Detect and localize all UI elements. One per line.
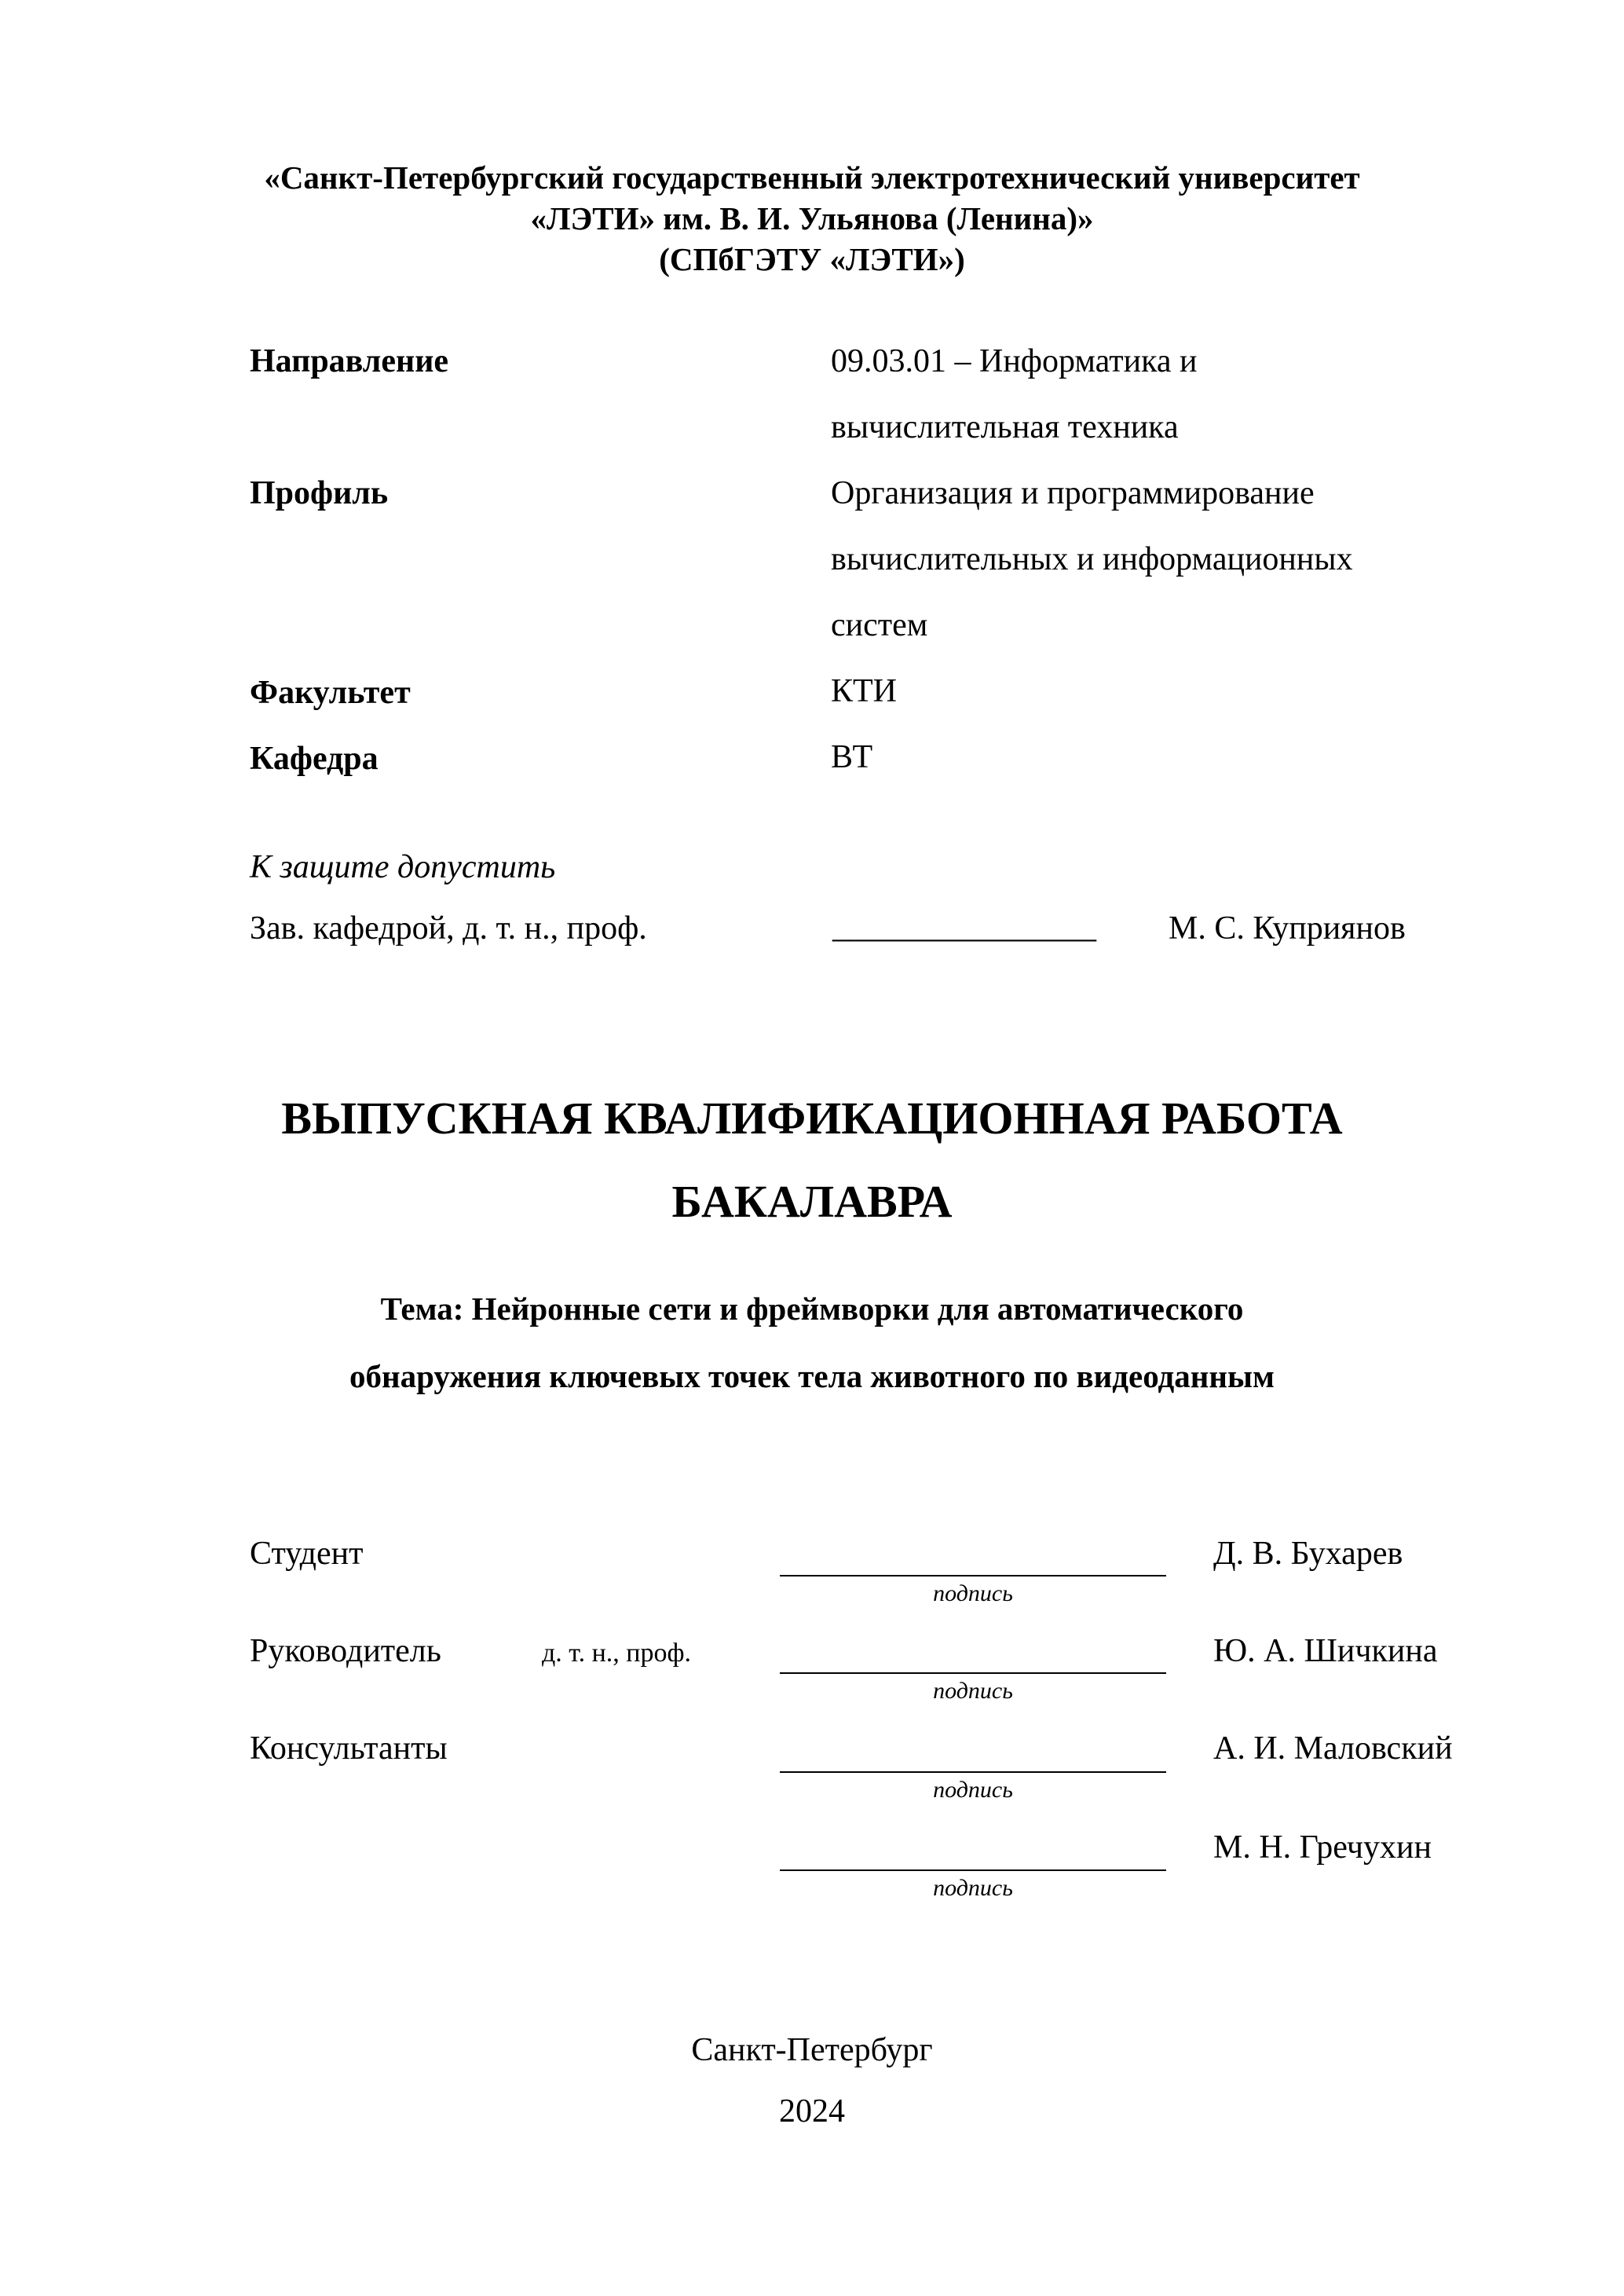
signature-degree: д. т. н., проф. [542,1639,692,1668]
signature-role: Студент [250,1536,364,1572]
signature-name: А. И. Маловский [1213,1730,1453,1767]
profile-value-line-3: систем [831,607,928,643]
university-abbreviation: (СПбГЭТУ «ЛЭТИ») [659,241,965,277]
faculty-label: Факультет [250,675,411,711]
department-label: Кафедра [250,741,379,777]
signature-caption: подпись [933,1580,1013,1606]
department-value: ВТ [831,739,873,775]
direction-value-line-1: 09.03.01 – Информатика и [831,343,1198,379]
admission-heading: К защите допустить [250,849,556,885]
faculty-value: КТИ [831,673,897,709]
signature-caption: подпись [933,1777,1013,1803]
signature-role: Руководитель [250,1633,441,1669]
signature-name: Ю. А. Шичкина [1213,1633,1438,1669]
topic-line-2: обнаружения ключевых точек тела животного по видеоданным [349,1358,1275,1394]
signature-caption: подпись [933,1875,1013,1901]
profile-label: Профиль [250,475,389,511]
signature-line [780,1869,1166,1871]
signature-role: Консультанты [250,1730,448,1767]
direction-label: Направление [250,343,449,379]
document-title-line-1: ВЫПУСКНАЯ КВАЛИФИКАЦИОННАЯ РАБОТА [281,1093,1343,1144]
topic-line-1: Тема: Нейронные сети и фреймворки для автоматического [380,1291,1244,1327]
signature-name: Д. В. Бухарев [1213,1536,1403,1572]
signature-line [780,1672,1166,1674]
admission-role: Зав. кафедрой, д. т. н., проф. [250,910,647,947]
profile-value-line-1: Организация и программирование [831,475,1315,511]
university-name-line-2: «ЛЭТИ» им. В. И. Ульянова (Ленина)» [530,200,1094,236]
city: Санкт-Петербург [691,2032,933,2068]
admission-signature-line: ________________ [832,909,1096,945]
signature-name: М. Н. Гречухин [1213,1829,1432,1866]
university-name-line-1: «Санкт-Петербургский государственный электротехнический университет [264,159,1360,196]
signature-caption: подпись [933,1678,1013,1704]
admission-name: М. С. Куприянов [1169,910,1406,947]
signature-line [780,1575,1166,1576]
direction-value-line-2: вычислительная техника [831,409,1179,445]
signature-line [780,1771,1166,1773]
profile-value-line-2: вычислительных и информационных [831,541,1353,577]
document-title-line-2: БАКАЛАВРА [671,1176,953,1227]
year: 2024 [779,2093,845,2129]
